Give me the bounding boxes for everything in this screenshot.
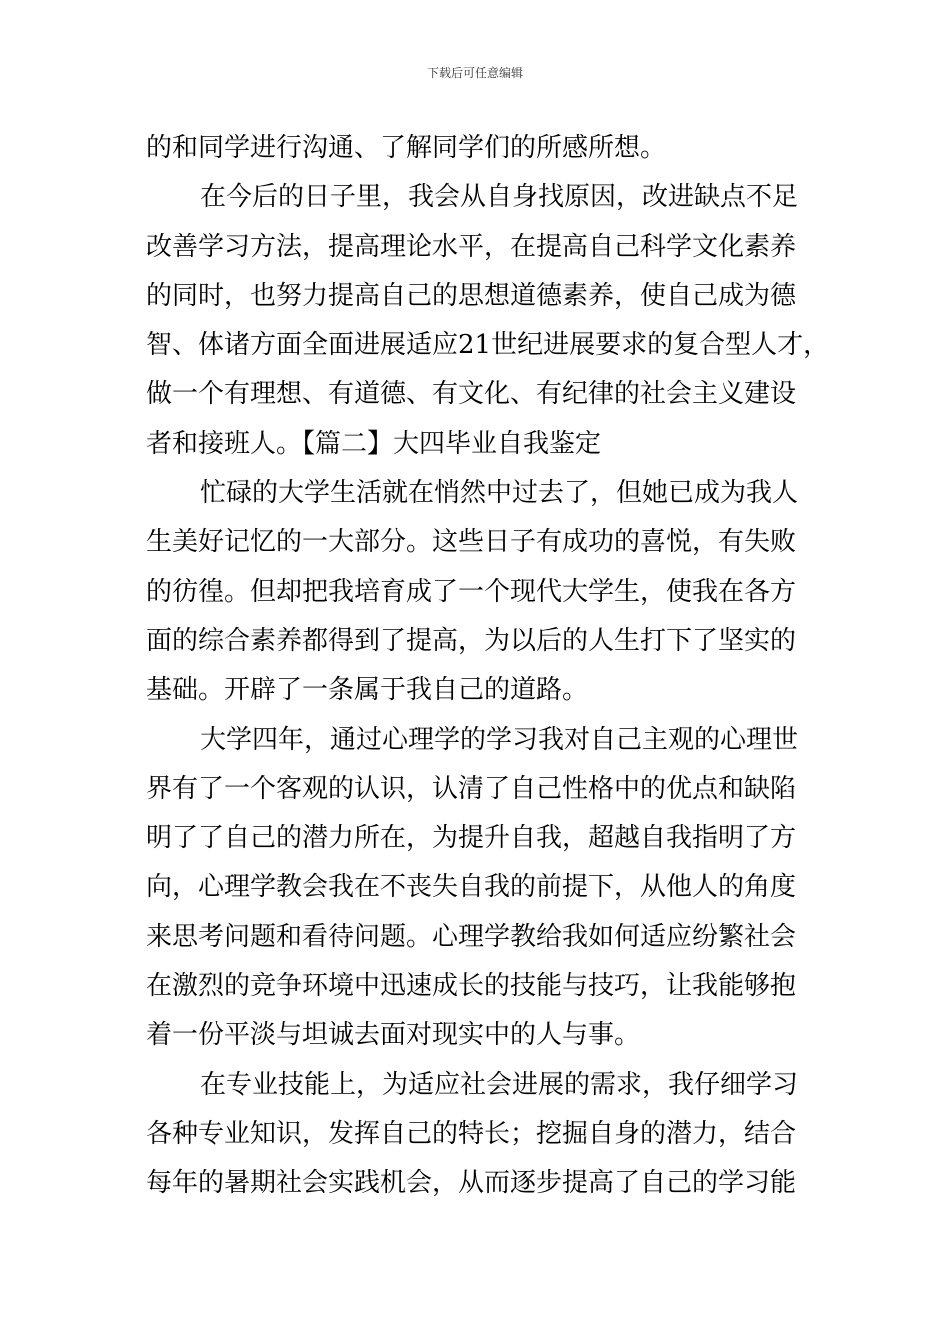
text-line: 者和接班人。【篇二】大四毕业自我鉴定 xyxy=(146,428,602,459)
text-line: 改善学习方法，提高理论水平，在提高自己科学文化素养 xyxy=(146,231,797,262)
text-line: 大学四年，通过心理学的学习我对自己主观的心理世 xyxy=(200,724,799,755)
text-line: 明了了自己的潜力所在，为提升自我，超越自我指明了方 xyxy=(146,823,797,854)
text-line: 的彷徨。但却把我培育成了一个现代大学生，使我在各方 xyxy=(146,576,797,607)
text-line: 来思考问题和看待问题。心理学教给我如何适应纷繁社会 xyxy=(146,921,797,952)
text-line: 做一个有理想、有道德、有文化、有纪律的社会主义建设 xyxy=(146,379,797,410)
text-line: 界有了一个客观的认识，认清了自己性格中的优点和缺陷 xyxy=(146,773,797,804)
text-line: 生美好记忆的一大部分。这些日子有成功的喜悦，有失败 xyxy=(146,527,797,558)
text-line: 忙碌的大学生活就在悄然中过去了，但她已成为我人 xyxy=(200,478,799,509)
text-line: 的和同学进行沟通、了解同学们的所感所想。 xyxy=(146,133,667,163)
text-line: 基础。开辟了一条属于我自己的道路。 xyxy=(146,675,589,706)
page-header-note: 下载后可任意编辑 xyxy=(426,66,523,80)
text-line: 智、体诸方面全面进展适应21世纪进展要求的复合型人才， xyxy=(146,330,830,361)
text-line: 面的综合素养都得到了提高，为以后的人生打下了坚实的 xyxy=(146,625,797,656)
text-line: 向，心理学教会我在不丧失自我的前提下，从他人的角度 xyxy=(146,872,797,903)
document-body xyxy=(146,124,830,1209)
text-line: 着一份平淡与坦诚去面对现实中的人与事。 xyxy=(146,1020,641,1051)
text-line: 每年的暑期社会实践机会，从而逐步提高了自己的学习能 xyxy=(146,1168,797,1199)
text-line: 的同时，也努力提高自己的思想道德素养，使自己成为德 xyxy=(146,280,797,311)
text-line: 在专业技能上，为适应社会进展的需求，我仔细学习 xyxy=(200,1069,799,1100)
text-line: 各种专业知识，发挥自己的特长；挖掘自身的潜力，结合 xyxy=(146,1118,797,1149)
text-line: 在激烈的竞争环境中迅速成长的技能与技巧，让我能够抱 xyxy=(146,971,797,1002)
text-line: 在今后的日子里，我会从自身找原因，改进缺点不足 xyxy=(200,182,799,213)
